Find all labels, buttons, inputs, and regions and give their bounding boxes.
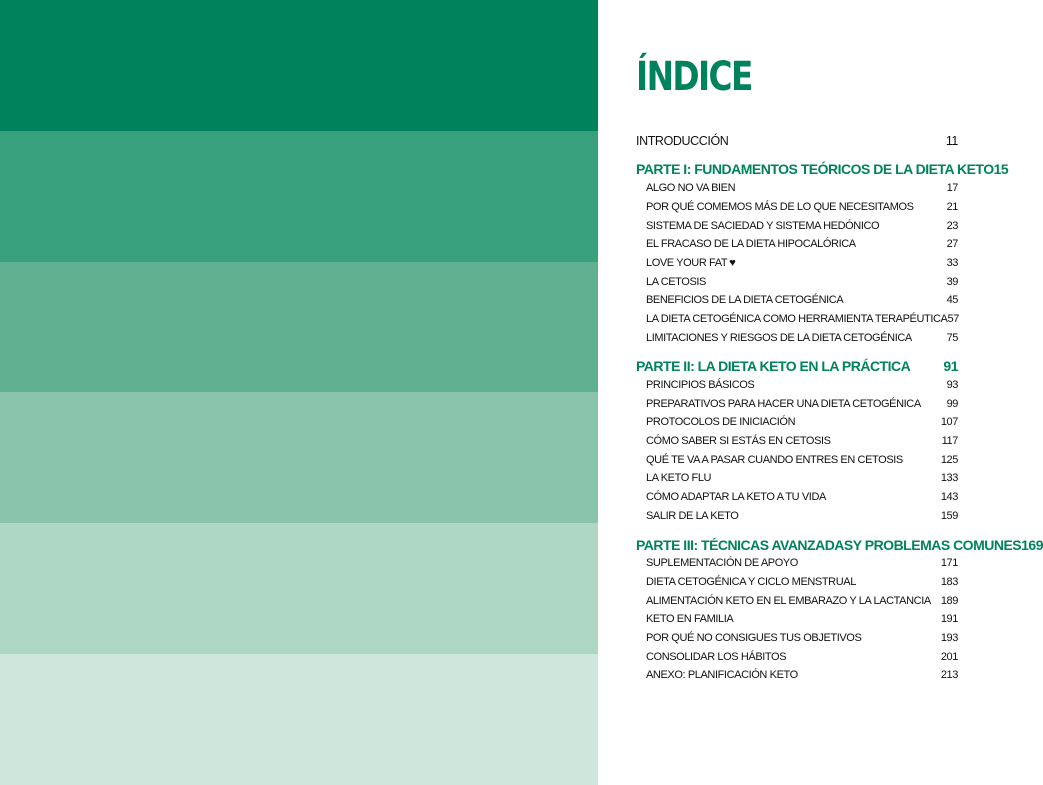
toc-page-number: 57: [947, 313, 959, 325]
toc-entry: [646, 416, 958, 428]
toc-entry-label: SISTEMA DE SACIEDAD Y SISTEMA HEDÓNICO: [646, 220, 880, 232]
toc-page-number: 75: [946, 332, 958, 344]
toc-entry: [646, 669, 958, 681]
toc-entry-label: BENEFICIOS DE LA DIETA CETOGÉNICA: [646, 294, 844, 306]
toc-entry-label: CÓMO ADAPTAR LA KETO A TU VIDA: [646, 491, 826, 503]
toc-page-number: 169: [1021, 537, 1043, 553]
toc-entry: [646, 632, 958, 644]
page-title: ÍNDICE: [636, 54, 752, 100]
toc-page-number: 45: [946, 294, 958, 306]
toc-entry-label: PROTOCOLOS DE INICIACIÓN: [646, 416, 796, 428]
toc-entry: [646, 313, 958, 325]
toc-page-number: 39: [946, 276, 958, 288]
toc-page-number: 143: [940, 491, 958, 503]
toc-entry: [646, 220, 958, 232]
toc-entry-text: LOVE YOUR FAT: [646, 257, 728, 269]
toc-entry: [646, 613, 958, 625]
toc-page-number: 171: [940, 557, 958, 569]
color-band: [0, 262, 598, 393]
toc-entry-label: LIMITACIONES Y RIESGOS DE LA DIETA CETOGÉNICA: [646, 332, 912, 344]
color-band: [0, 654, 598, 785]
toc-entry: [646, 454, 958, 466]
toc-page-number: 15: [993, 161, 1009, 177]
toc-page-number: 33: [946, 257, 958, 269]
toc-entry-label: DIETA CETOGÉNICA Y CICLO MENSTRUAL: [646, 576, 856, 588]
toc-entry: [646, 276, 958, 288]
color-band: [0, 0, 598, 131]
toc-page-number: 133: [940, 472, 958, 484]
toc-page-number: 191: [940, 613, 958, 625]
toc-page-number: 93: [946, 379, 958, 391]
color-band: [0, 392, 598, 523]
toc-entry-label: [646, 257, 735, 269]
toc-entry-label: PRINCIPIOS BÁSICOS: [646, 379, 755, 391]
toc-entry: [646, 182, 958, 194]
toc-part-1: [636, 161, 1009, 177]
toc-entry: [646, 398, 958, 410]
toc-entry-label: POR QUÉ COMEMOS MÁS DE LO QUE NECESITAMOS: [646, 201, 914, 213]
toc-entry-label: SUPLEMENTACIÓN DE APOYO: [646, 557, 798, 569]
toc-entry: [646, 435, 958, 447]
toc-entry-label: QUÉ TE VA A PASAR CUANDO ENTRES EN CETOSIS: [646, 454, 903, 466]
toc-part-label: PARTE III: TÉCNICAS AVANZADASY PROBLEMAS COMUNES: [636, 537, 1022, 553]
toc-page-number: 91: [943, 358, 958, 374]
toc-entry: [646, 651, 958, 663]
toc-entry-label: CONSOLIDAR LOS HÁBITOS: [646, 651, 787, 663]
toc-page-number: 99: [946, 398, 958, 410]
toc-entry: [646, 201, 958, 213]
toc-entry: [646, 557, 958, 569]
toc-entry-label: EL FRACASO DE LA DIETA HIPOCALÓRICA: [646, 238, 856, 250]
toc-entry: [646, 491, 958, 503]
toc-entry-label: ALIMENTACIÓN KETO EN EL EMBARAZO Y LA LACTANCIA: [646, 595, 931, 607]
table-of-contents-page: [598, 0, 1043, 785]
toc-entry-label: LA CETOSIS: [646, 276, 706, 288]
heart-icon: ♥: [729, 257, 736, 269]
toc-page-number: 125: [940, 454, 958, 466]
toc-entry: [646, 294, 958, 306]
toc-entry: [646, 257, 958, 269]
toc-entry-label: SALIR DE LA KETO: [646, 510, 739, 522]
toc-part-2: [636, 358, 958, 374]
toc-entry: [646, 595, 958, 607]
toc-entry-label: ALGO NO VA BIEN: [646, 182, 736, 194]
toc-page-number: 201: [940, 651, 958, 663]
toc-part-label: PARTE I: FUNDAMENTOS TEÓRICOS DE LA DIETA KETO: [636, 161, 994, 177]
color-band: [0, 131, 598, 262]
toc-page-number: 213: [940, 669, 958, 681]
toc-entry-label: KETO EN FAMILIA: [646, 613, 734, 625]
toc-entry-label: LA DIETA CETOGÉNICA COMO HERRAMIENTA TERAPÉUTICA: [646, 313, 948, 325]
toc-entry: [646, 332, 958, 344]
toc-entry-label: INTRODUCCIÓN: [636, 134, 729, 148]
color-band: [0, 523, 598, 654]
toc-entry: [646, 576, 958, 588]
toc-entry-label: CÓMO SABER SI ESTÁS EN CETOSIS: [646, 435, 831, 447]
toc-page-number: 189: [940, 595, 958, 607]
toc-entry-introduccion: [636, 134, 958, 148]
toc-page-number: 27: [946, 238, 958, 250]
toc-entry-label: ANEXO: PLANIFICACIÓN KETO: [646, 669, 798, 681]
toc-page-number: 21: [946, 201, 958, 213]
toc-page-number: 17: [946, 182, 958, 194]
toc-page-number: 11: [945, 134, 958, 148]
toc-entry-label: PREPARATIVOS PARA HACER UNA DIETA CETOGÉNICA: [646, 398, 921, 410]
toc-entry: [646, 472, 958, 484]
toc-page-number: 117: [941, 435, 958, 447]
toc-part-3: [636, 537, 1043, 553]
toc-page-number: 183: [940, 576, 958, 588]
toc-part-label: PARTE II: LA DIETA KETO EN LA PRÁCTICA: [636, 358, 911, 374]
toc-entry-label: POR QUÉ NO CONSIGUES TUS OBJETIVOS: [646, 632, 862, 644]
toc-page-number: 23: [946, 220, 958, 232]
toc-entry: [646, 510, 958, 522]
toc-entry-label: LA KETO FLU: [646, 472, 712, 484]
toc-entry: [646, 379, 958, 391]
toc-entry: [646, 238, 958, 250]
toc-page-number: 107: [940, 416, 958, 428]
toc-page-number: 193: [940, 632, 958, 644]
toc-page-number: 159: [940, 510, 958, 522]
